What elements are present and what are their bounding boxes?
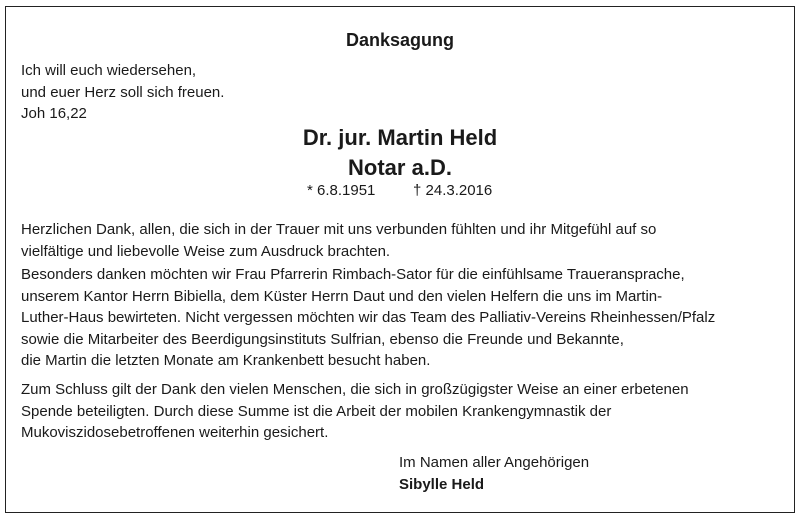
signature-line: Im Namen aller Angehörigen xyxy=(399,454,590,471)
verse-reference: Joh 16,22 xyxy=(21,105,87,122)
paragraph-line: die Martin die letzten Monate am Krankenbett besucht haben. xyxy=(21,352,431,369)
paragraph-line: Mukoviszidosebetroffenen weiterhin gesichert. xyxy=(21,424,329,441)
deceased-name: Dr. jur. Martin Held xyxy=(302,125,498,150)
paragraph-line: Zum Schluss gilt der Dank den vielen Menschen, die sich in großzügigster Weise an einer erbetenen xyxy=(21,381,689,398)
paragraph-line: sowie die Mitarbeiter des Beerdigungsinstituts Sulfrian, ebenso die Freunde und Bekannte, xyxy=(21,330,624,348)
paragraph-thanks xyxy=(21,219,656,262)
signer-name: Sibylle Held xyxy=(399,475,485,493)
paragraph-line: Herzlichen Dank, allen, die sich in der Trauer mit uns verbunden fühlten und ihr Mitgefühl auf so xyxy=(21,221,657,238)
paragraph-line: unserem Kantor Herrn Bibiella, dem Küster Herrn Daut und den vielen Helfern die uns im Martin- xyxy=(21,287,663,305)
bible-verse xyxy=(21,60,224,125)
birth-date: * 6.8.1951 xyxy=(307,182,376,199)
death-date: † 24.3.2016 xyxy=(413,182,493,199)
paragraph-special-thanks xyxy=(21,264,715,372)
paragraph-donations xyxy=(21,379,689,444)
paragraph-line: Luther-Haus bewirteten. Nicht vergessen möchten wir das Team des Palliativ-Vereins Rheinhessen/Pfalz xyxy=(21,309,716,326)
paragraph-line: Spende beteiligten. Durch diese Summe ist die Arbeit der mobilen Krankengymnastik der xyxy=(21,402,612,420)
signature-block xyxy=(399,452,589,495)
paragraph-line: vielfältige und liebevolle Weise zum Ausdruck brachten. xyxy=(21,242,391,260)
notice-heading: Danksagung xyxy=(345,30,455,50)
verse-line: und euer Herz soll sich freuen. xyxy=(21,83,225,101)
verse-line: Ich will euch wiedersehen, xyxy=(21,62,197,79)
deceased-title: Notar a.D. xyxy=(348,155,452,180)
paragraph-line: Besonders danken möchten wir Frau Pfarrerin Rimbach-Sator für die einfühlsame Traueransprache, xyxy=(21,266,685,283)
